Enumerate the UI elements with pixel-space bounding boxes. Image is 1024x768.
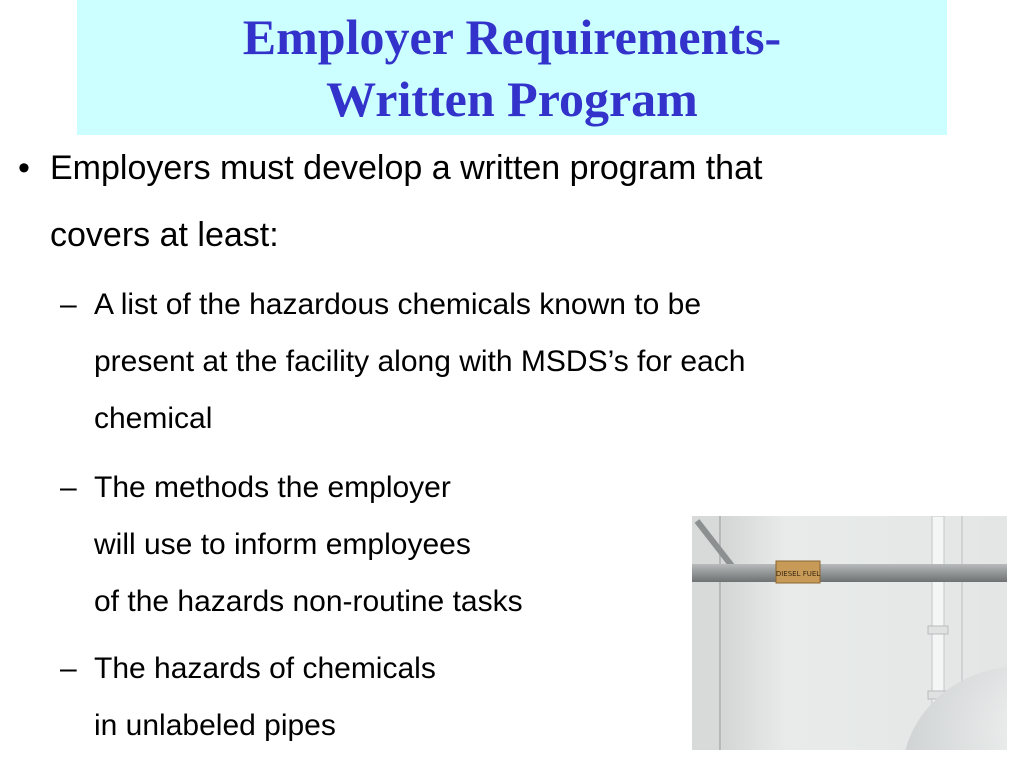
pipe-photo [692, 516, 1007, 750]
sub-bullet-marker: – [60, 288, 77, 321]
pipe-label-text: DIESEL FUEL [775, 570, 821, 578]
sub-bullet-text-line-2: in unlabeled pipes [94, 709, 336, 742]
sub-bullet-text-line-2: present at the facility along with MSDS’s for each [94, 345, 746, 378]
sub-bullet-text-line-2: will use to inform employees [94, 528, 471, 561]
sub-bullet-text-line-1: The hazards of chemicals [94, 652, 436, 685]
pipe-photo-illustration [692, 516, 1007, 750]
sub-bullet-marker: – [60, 652, 77, 685]
slide-title-line-2: Written Program [326, 71, 698, 127]
slide-title-line-1: Employer Requirements- [242, 9, 782, 65]
sub-bullet-text-line-1: A list of the hazardous chemicals known to be [94, 288, 702, 321]
slide-title [77, 6, 947, 130]
sub-bullet-marker: – [60, 471, 77, 504]
sub-bullet-text-line-3: of the hazards non-routine tasks [94, 585, 523, 618]
bullet-text-line-1: Employers must develop a written program that [50, 149, 763, 187]
bullet-text-line-2: covers at least: [50, 216, 279, 254]
sub-bullet-text-line-3: chemical [94, 402, 213, 435]
sub-bullet-text-line-1: The methods the employer [94, 471, 451, 504]
bullet-marker: • [18, 149, 30, 187]
